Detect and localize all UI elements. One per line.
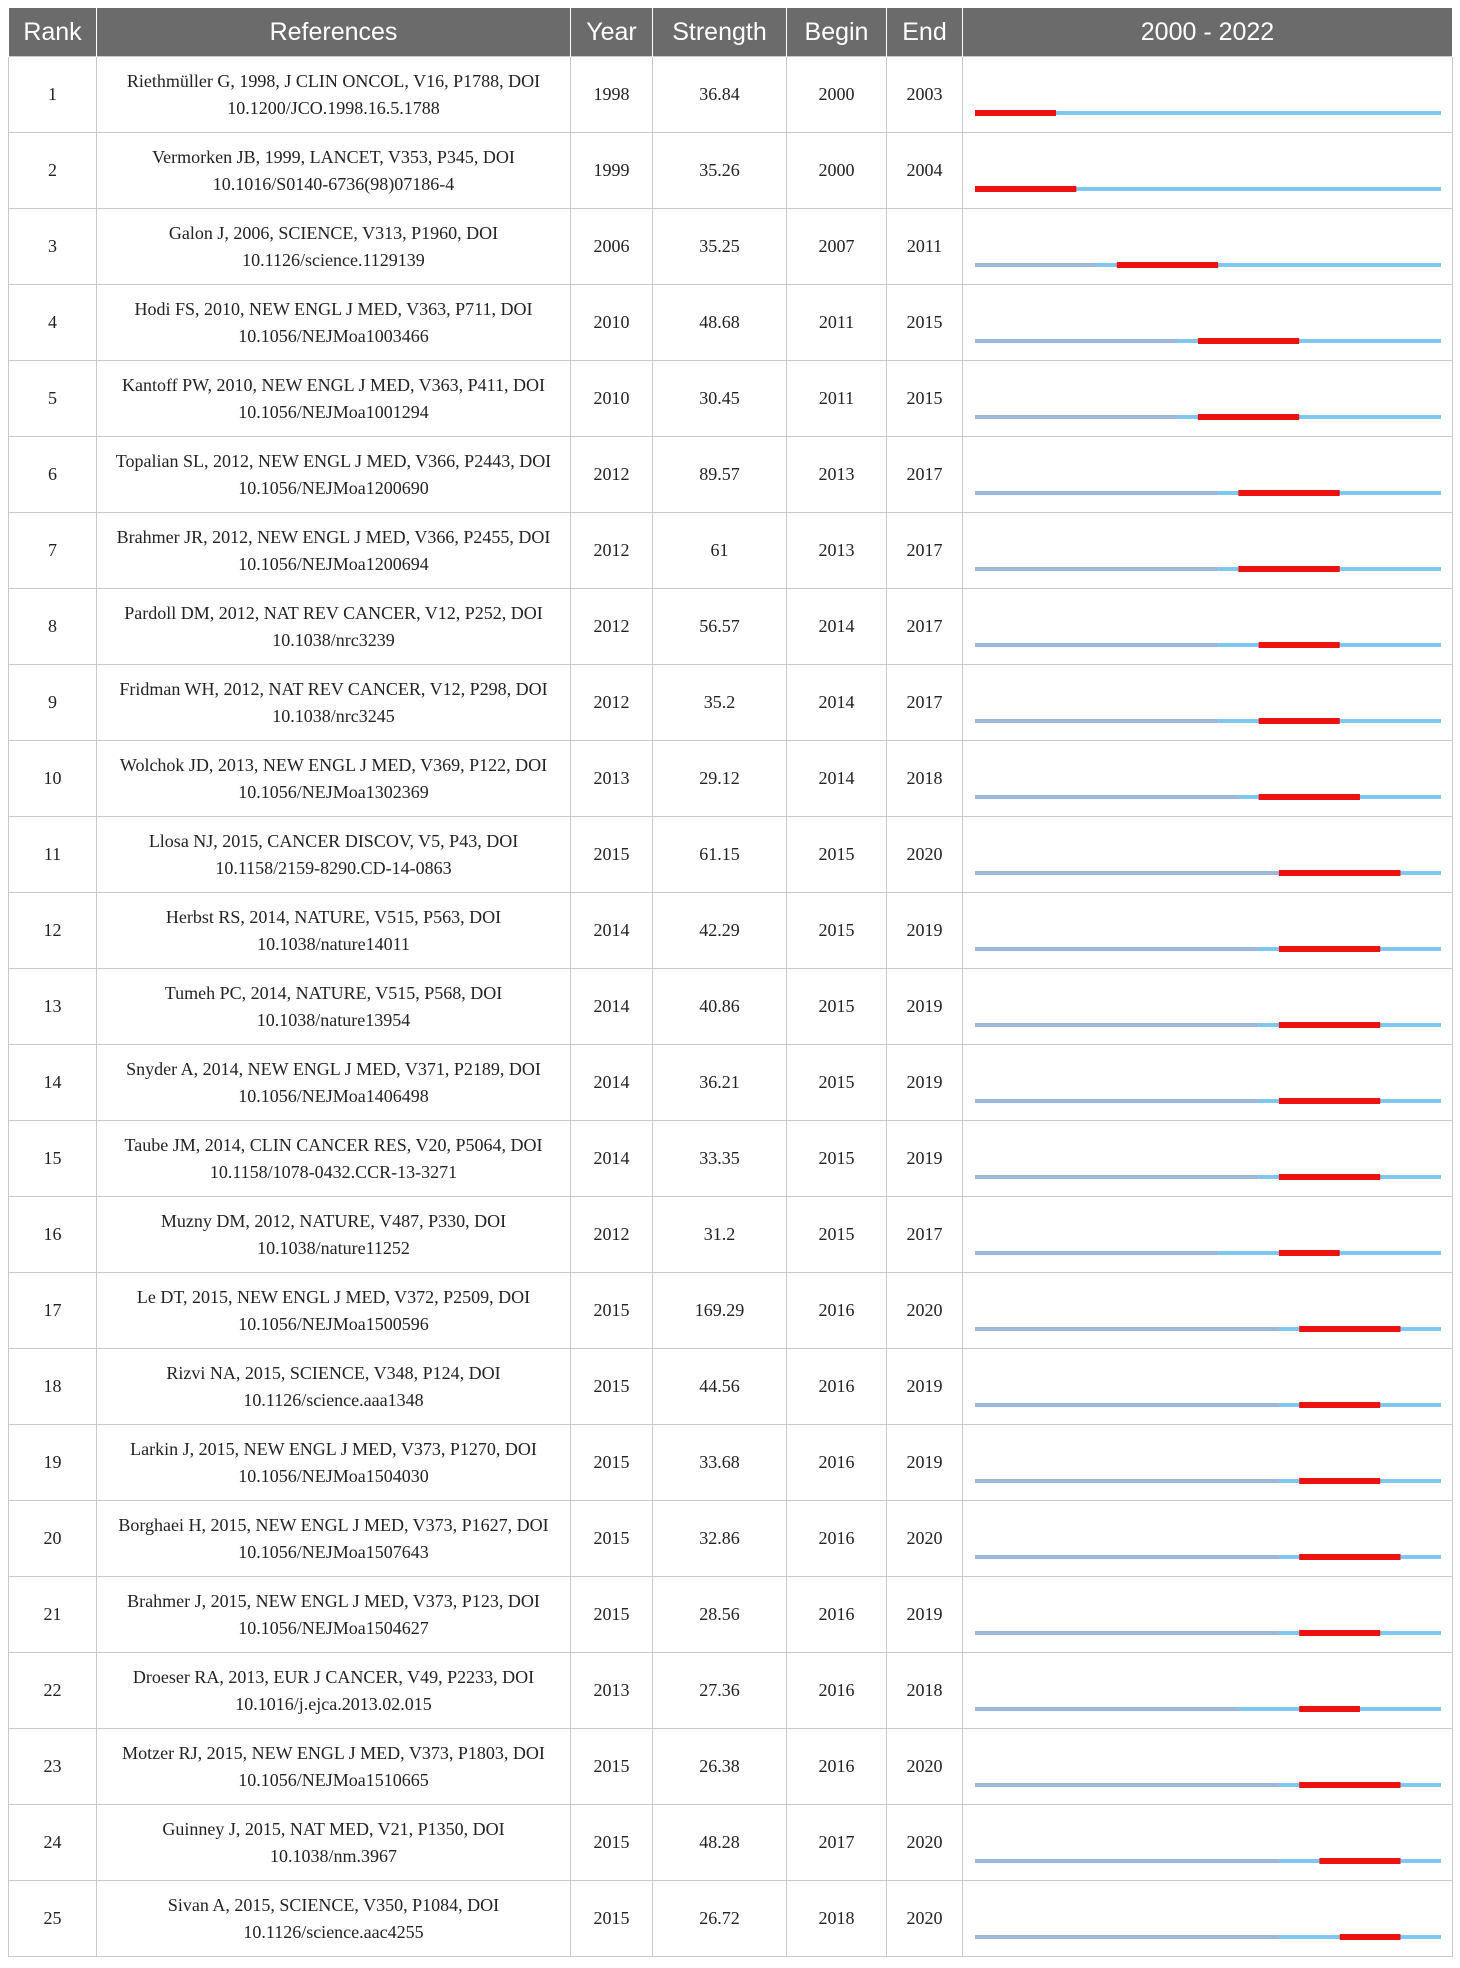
burst-timeline (963, 1577, 1453, 1652)
burst-segment (1279, 870, 1401, 876)
burst-timeline (963, 893, 1453, 968)
pre-publication-segment (975, 1707, 1238, 1711)
table-row (9, 589, 1453, 665)
header-row (9, 8, 1453, 57)
begin-cell: 2016 (787, 1577, 887, 1653)
reference-cell: Galon J, 2006, SCIENCE, V313, P1960, DOI 10.1126/science.1129139 (97, 209, 571, 285)
burst-segment (1340, 1934, 1401, 1940)
timeline-cell (963, 209, 1453, 285)
reference-cell: Brahmer J, 2015, NEW ENGL J MED, V373, P123, DOI 10.1056/NEJMoa1504627 (97, 1577, 571, 1653)
begin-cell: 2015 (787, 1197, 887, 1273)
end-cell: 2019 (887, 1045, 963, 1121)
end-cell: 2020 (887, 1273, 963, 1349)
pre-publication-segment (975, 871, 1279, 875)
table-row (9, 57, 1453, 133)
pre-publication-segment (975, 339, 1178, 343)
pre-publication-segment (975, 1783, 1279, 1787)
header-timeline: 2000 - 2022 (963, 8, 1453, 57)
begin-cell: 2016 (787, 1425, 887, 1501)
timeline-cell (963, 1501, 1453, 1577)
pre-publication-segment (975, 1251, 1218, 1255)
begin-cell: 2016 (787, 1653, 887, 1729)
begin-cell: 2011 (787, 361, 887, 437)
rank-cell: 22 (9, 1653, 97, 1729)
pre-publication-segment (975, 491, 1218, 495)
pre-publication-segment (975, 1023, 1259, 1027)
strength-cell: 48.68 (653, 285, 787, 361)
burst-timeline (963, 1273, 1453, 1348)
burst-timeline (963, 665, 1453, 740)
year-cell: 2006 (571, 209, 653, 285)
table-row (9, 1045, 1453, 1121)
table-row (9, 513, 1453, 589)
strength-cell: 31.2 (653, 1197, 787, 1273)
year-cell: 2015 (571, 1349, 653, 1425)
table-row (9, 1881, 1453, 1957)
strength-cell: 30.45 (653, 361, 787, 437)
timeline-cell (963, 665, 1453, 741)
burst-segment (1198, 414, 1299, 420)
table-row (9, 209, 1453, 285)
pre-publication-segment (975, 415, 1178, 419)
timeline-cell (963, 1729, 1453, 1805)
burst-segment (1319, 1858, 1400, 1864)
strength-cell: 48.28 (653, 1805, 787, 1881)
begin-cell: 2015 (787, 969, 887, 1045)
citation-burst-table (8, 8, 1453, 1957)
table-row (9, 1425, 1453, 1501)
table-row (9, 437, 1453, 513)
burst-timeline (963, 589, 1453, 664)
reference-cell: Rizvi NA, 2015, SCIENCE, V348, P124, DOI 10.1126/science.aaa1348 (97, 1349, 571, 1425)
strength-cell: 40.86 (653, 969, 787, 1045)
timeline-cell (963, 1197, 1453, 1273)
burst-segment (1299, 1706, 1360, 1712)
burst-timeline (963, 361, 1453, 436)
burst-timeline (963, 1805, 1453, 1880)
begin-cell: 2007 (787, 209, 887, 285)
rank-cell: 23 (9, 1729, 97, 1805)
reference-cell: Brahmer JR, 2012, NEW ENGL J MED, V366, P2455, DOI 10.1056/NEJMoa1200694 (97, 513, 571, 589)
rank-cell: 5 (9, 361, 97, 437)
end-cell: 2017 (887, 437, 963, 513)
burst-timeline (963, 969, 1453, 1044)
table-row (9, 665, 1453, 741)
timeline-cell (963, 969, 1453, 1045)
table-row (9, 741, 1453, 817)
timeline-cell (963, 1805, 1453, 1881)
year-cell: 2015 (571, 1729, 653, 1805)
table-row (9, 1197, 1453, 1273)
pre-publication-segment (975, 1403, 1279, 1407)
reference-cell: Le DT, 2015, NEW ENGL J MED, V372, P2509, DOI 10.1056/NEJMoa1500596 (97, 1273, 571, 1349)
end-cell: 2004 (887, 133, 963, 209)
strength-cell: 61.15 (653, 817, 787, 893)
strength-cell: 27.36 (653, 1653, 787, 1729)
end-cell: 2015 (887, 285, 963, 361)
header-year: Year (571, 8, 653, 57)
strength-cell: 44.56 (653, 1349, 787, 1425)
year-cell: 2013 (571, 1653, 653, 1729)
end-cell: 2019 (887, 1121, 963, 1197)
header-references: References (97, 8, 571, 57)
table-row (9, 133, 1453, 209)
burst-segment (1117, 262, 1218, 268)
year-cell: 2015 (571, 1805, 653, 1881)
reference-cell: Topalian SL, 2012, NEW ENGL J MED, V366, P2443, DOI 10.1056/NEJMoa1200690 (97, 437, 571, 513)
reference-cell: Sivan A, 2015, SCIENCE, V350, P1084, DOI 10.1126/science.aac4255 (97, 1881, 571, 1957)
burst-segment (1299, 1782, 1400, 1788)
strength-cell: 35.25 (653, 209, 787, 285)
rank-cell: 18 (9, 1349, 97, 1425)
begin-cell: 2015 (787, 1045, 887, 1121)
year-cell: 1998 (571, 57, 653, 133)
begin-cell: 2000 (787, 57, 887, 133)
rank-cell: 12 (9, 893, 97, 969)
burst-timeline (963, 57, 1453, 132)
burst-timeline (963, 741, 1453, 816)
table-row (9, 1121, 1453, 1197)
year-cell: 1999 (571, 133, 653, 209)
burst-timeline (963, 1881, 1453, 1956)
strength-cell: 169.29 (653, 1273, 787, 1349)
begin-cell: 2014 (787, 589, 887, 665)
year-cell: 2013 (571, 741, 653, 817)
reference-cell: Taube JM, 2014, CLIN CANCER RES, V20, P5064, DOI 10.1158/1078-0432.CCR-13-3271 (97, 1121, 571, 1197)
pre-publication-segment (975, 719, 1218, 723)
rank-cell: 15 (9, 1121, 97, 1197)
year-cell: 2014 (571, 1045, 653, 1121)
year-cell: 2014 (571, 969, 653, 1045)
reference-cell: Pardoll DM, 2012, NAT REV CANCER, V12, P252, DOI 10.1038/nrc3239 (97, 589, 571, 665)
rank-cell: 13 (9, 969, 97, 1045)
end-cell: 2019 (887, 1425, 963, 1501)
pre-publication-segment (975, 1099, 1259, 1103)
timeline-cell (963, 1881, 1453, 1957)
table-row (9, 817, 1453, 893)
end-cell: 2017 (887, 513, 963, 589)
table-row (9, 969, 1453, 1045)
strength-cell: 56.57 (653, 589, 787, 665)
pre-publication-segment (975, 1555, 1279, 1559)
burst-segment (1299, 1554, 1400, 1560)
strength-cell: 32.86 (653, 1501, 787, 1577)
burst-timeline (963, 285, 1453, 360)
end-cell: 2020 (887, 1501, 963, 1577)
strength-cell: 36.21 (653, 1045, 787, 1121)
end-cell: 2020 (887, 1881, 963, 1957)
strength-cell: 26.72 (653, 1881, 787, 1957)
pre-publication-segment (975, 1631, 1279, 1635)
year-cell: 2012 (571, 513, 653, 589)
pre-publication-segment (975, 643, 1218, 647)
strength-cell: 35.2 (653, 665, 787, 741)
end-cell: 2020 (887, 1729, 963, 1805)
header-rank: Rank (9, 8, 97, 57)
burst-timeline (963, 1501, 1453, 1576)
timeline-cell (963, 285, 1453, 361)
burst-segment (1299, 1326, 1400, 1332)
burst-segment (1279, 1098, 1380, 1104)
rank-cell: 14 (9, 1045, 97, 1121)
rank-cell: 7 (9, 513, 97, 589)
begin-cell: 2016 (787, 1729, 887, 1805)
end-cell: 2020 (887, 817, 963, 893)
reference-cell: Wolchok JD, 2013, NEW ENGL J MED, V369, P122, DOI 10.1056/NEJMoa1302369 (97, 741, 571, 817)
burst-segment (1238, 566, 1339, 572)
timeline-cell (963, 133, 1453, 209)
rank-cell: 20 (9, 1501, 97, 1577)
header-end: End (887, 8, 963, 57)
reference-cell: Vermorken JB, 1999, LANCET, V353, P345, DOI 10.1016/S0140-6736(98)07186-4 (97, 133, 571, 209)
year-cell: 2012 (571, 589, 653, 665)
strength-cell: 36.84 (653, 57, 787, 133)
rank-cell: 8 (9, 589, 97, 665)
rank-cell: 25 (9, 1881, 97, 1957)
burst-table-container (8, 8, 1452, 1957)
begin-cell: 2014 (787, 665, 887, 741)
begin-cell: 2016 (787, 1501, 887, 1577)
strength-cell: 89.57 (653, 437, 787, 513)
burst-timeline (963, 513, 1453, 588)
burst-segment (975, 110, 1056, 116)
rank-cell: 19 (9, 1425, 97, 1501)
begin-cell: 2015 (787, 893, 887, 969)
begin-cell: 2018 (787, 1881, 887, 1957)
burst-timeline (963, 437, 1453, 512)
end-cell: 2011 (887, 209, 963, 285)
table-row (9, 1349, 1453, 1425)
strength-cell: 61 (653, 513, 787, 589)
year-cell: 2015 (571, 1881, 653, 1957)
burst-segment (1279, 946, 1380, 952)
end-cell: 2018 (887, 741, 963, 817)
timeline-cell (963, 589, 1453, 665)
timeline-cell (963, 1121, 1453, 1197)
year-cell: 2012 (571, 1197, 653, 1273)
burst-segment (975, 186, 1076, 192)
rank-cell: 16 (9, 1197, 97, 1273)
year-cell: 2010 (571, 285, 653, 361)
burst-timeline (963, 1121, 1453, 1196)
table-body (9, 57, 1453, 1957)
pre-publication-segment (975, 263, 1097, 267)
burst-segment (1279, 1022, 1380, 1028)
year-cell: 2015 (571, 1425, 653, 1501)
year-cell: 2015 (571, 817, 653, 893)
pre-publication-segment (975, 795, 1238, 799)
table-row (9, 1653, 1453, 1729)
reference-cell: Muzny DM, 2012, NATURE, V487, P330, DOI 10.1038/nature11252 (97, 1197, 571, 1273)
rank-cell: 4 (9, 285, 97, 361)
year-cell: 2012 (571, 437, 653, 513)
pre-publication-segment (975, 1175, 1259, 1179)
burst-timeline (963, 1045, 1453, 1120)
begin-cell: 2013 (787, 513, 887, 589)
burst-timeline (963, 209, 1453, 284)
pre-publication-segment (975, 1935, 1279, 1939)
rank-cell: 9 (9, 665, 97, 741)
burst-segment (1259, 718, 1340, 724)
reference-cell: Hodi FS, 2010, NEW ENGL J MED, V363, P711, DOI 10.1056/NEJMoa1003466 (97, 285, 571, 361)
burst-timeline (963, 133, 1453, 208)
table-row (9, 361, 1453, 437)
table-row (9, 1729, 1453, 1805)
year-cell: 2012 (571, 665, 653, 741)
reference-cell: Kantoff PW, 2010, NEW ENGL J MED, V363, P411, DOI 10.1056/NEJMoa1001294 (97, 361, 571, 437)
burst-segment (1198, 338, 1299, 344)
table-row (9, 1273, 1453, 1349)
timeline-cell (963, 1425, 1453, 1501)
table-row (9, 893, 1453, 969)
burst-segment (1299, 1402, 1380, 1408)
end-cell: 2019 (887, 1349, 963, 1425)
timeline-cell (963, 817, 1453, 893)
end-cell: 2017 (887, 1197, 963, 1273)
reference-cell: Herbst RS, 2014, NATURE, V515, P563, DOI 10.1038/nature14011 (97, 893, 571, 969)
strength-cell: 26.38 (653, 1729, 787, 1805)
rank-cell: 2 (9, 133, 97, 209)
year-cell: 2010 (571, 361, 653, 437)
end-cell: 2019 (887, 893, 963, 969)
timeline-cell (963, 1273, 1453, 1349)
strength-cell: 28.56 (653, 1577, 787, 1653)
timeline-cell (963, 741, 1453, 817)
reference-cell: Llosa NJ, 2015, CANCER DISCOV, V5, P43, DOI 10.1158/2159-8290.CD-14-0863 (97, 817, 571, 893)
header-begin: Begin (787, 8, 887, 57)
pre-publication-segment (975, 947, 1259, 951)
begin-cell: 2015 (787, 1121, 887, 1197)
timeline-cell (963, 513, 1453, 589)
rank-cell: 24 (9, 1805, 97, 1881)
pre-publication-segment (975, 1479, 1279, 1483)
year-cell: 2014 (571, 893, 653, 969)
burst-segment (1299, 1630, 1380, 1636)
end-cell: 2020 (887, 1805, 963, 1881)
timeline-cell (963, 1653, 1453, 1729)
strength-cell: 29.12 (653, 741, 787, 817)
end-cell: 2015 (887, 361, 963, 437)
end-cell: 2017 (887, 665, 963, 741)
begin-cell: 2013 (787, 437, 887, 513)
year-cell: 2015 (571, 1577, 653, 1653)
reference-cell: Larkin J, 2015, NEW ENGL J MED, V373, P1270, DOI 10.1056/NEJMoa1504030 (97, 1425, 571, 1501)
strength-cell: 35.26 (653, 133, 787, 209)
strength-cell: 33.68 (653, 1425, 787, 1501)
end-cell: 2019 (887, 1577, 963, 1653)
burst-timeline (963, 817, 1453, 892)
reference-cell: Fridman WH, 2012, NAT REV CANCER, V12, P298, DOI 10.1038/nrc3245 (97, 665, 571, 741)
burst-segment (1259, 794, 1360, 800)
year-cell: 2014 (571, 1121, 653, 1197)
pre-publication-segment (975, 1327, 1279, 1331)
burst-segment (1279, 1174, 1380, 1180)
begin-cell: 2016 (787, 1349, 887, 1425)
reference-cell: Riethmüller G, 1998, J CLIN ONCOL, V16, P1788, DOI 10.1200/JCO.1998.16.5.1788 (97, 57, 571, 133)
table-row (9, 1501, 1453, 1577)
year-cell: 2015 (571, 1273, 653, 1349)
end-cell: 2019 (887, 969, 963, 1045)
timeline-cell (963, 1577, 1453, 1653)
pre-publication-segment (975, 567, 1218, 571)
timeline-cell (963, 893, 1453, 969)
table-row (9, 1577, 1453, 1653)
burst-segment (1279, 1250, 1340, 1256)
table-row (9, 285, 1453, 361)
reference-cell: Borghaei H, 2015, NEW ENGL J MED, V373, P1627, DOI 10.1056/NEJMoa1507643 (97, 1501, 571, 1577)
reference-cell: Guinney J, 2015, NAT MED, V21, P1350, DOI 10.1038/nm.3967 (97, 1805, 571, 1881)
begin-cell: 2011 (787, 285, 887, 361)
begin-cell: 2014 (787, 741, 887, 817)
strength-cell: 33.35 (653, 1121, 787, 1197)
timeline-cell (963, 1349, 1453, 1425)
pre-publication-segment (975, 1859, 1279, 1863)
begin-cell: 2017 (787, 1805, 887, 1881)
end-cell: 2017 (887, 589, 963, 665)
rank-cell: 6 (9, 437, 97, 513)
begin-cell: 2000 (787, 133, 887, 209)
rank-cell: 1 (9, 57, 97, 133)
burst-timeline (963, 1197, 1453, 1272)
rank-cell: 17 (9, 1273, 97, 1349)
reference-cell: Tumeh PC, 2014, NATURE, V515, P568, DOI 10.1038/nature13954 (97, 969, 571, 1045)
burst-segment (1238, 490, 1339, 496)
burst-timeline (963, 1425, 1453, 1500)
rank-cell: 10 (9, 741, 97, 817)
end-cell: 2018 (887, 1653, 963, 1729)
burst-timeline (963, 1729, 1453, 1804)
burst-segment (1299, 1478, 1380, 1484)
timeline-cell (963, 361, 1453, 437)
timeline-cell (963, 57, 1453, 133)
rank-cell: 21 (9, 1577, 97, 1653)
begin-cell: 2016 (787, 1273, 887, 1349)
reference-cell: Motzer RJ, 2015, NEW ENGL J MED, V373, P1803, DOI 10.1056/NEJMoa1510665 (97, 1729, 571, 1805)
timeline-cell (963, 437, 1453, 513)
end-cell: 2003 (887, 57, 963, 133)
rank-cell: 3 (9, 209, 97, 285)
reference-cell: Snyder A, 2014, NEW ENGL J MED, V371, P2189, DOI 10.1056/NEJMoa1406498 (97, 1045, 571, 1121)
header-strength: Strength (653, 8, 787, 57)
timeline-cell (963, 1045, 1453, 1121)
burst-segment (1259, 642, 1340, 648)
burst-timeline (963, 1653, 1453, 1728)
rank-cell: 11 (9, 817, 97, 893)
strength-cell: 42.29 (653, 893, 787, 969)
table-row (9, 1805, 1453, 1881)
burst-timeline (963, 1349, 1453, 1424)
year-cell: 2015 (571, 1501, 653, 1577)
begin-cell: 2015 (787, 817, 887, 893)
reference-cell: Droeser RA, 2013, EUR J CANCER, V49, P2233, DOI 10.1016/j.ejca.2013.02.015 (97, 1653, 571, 1729)
